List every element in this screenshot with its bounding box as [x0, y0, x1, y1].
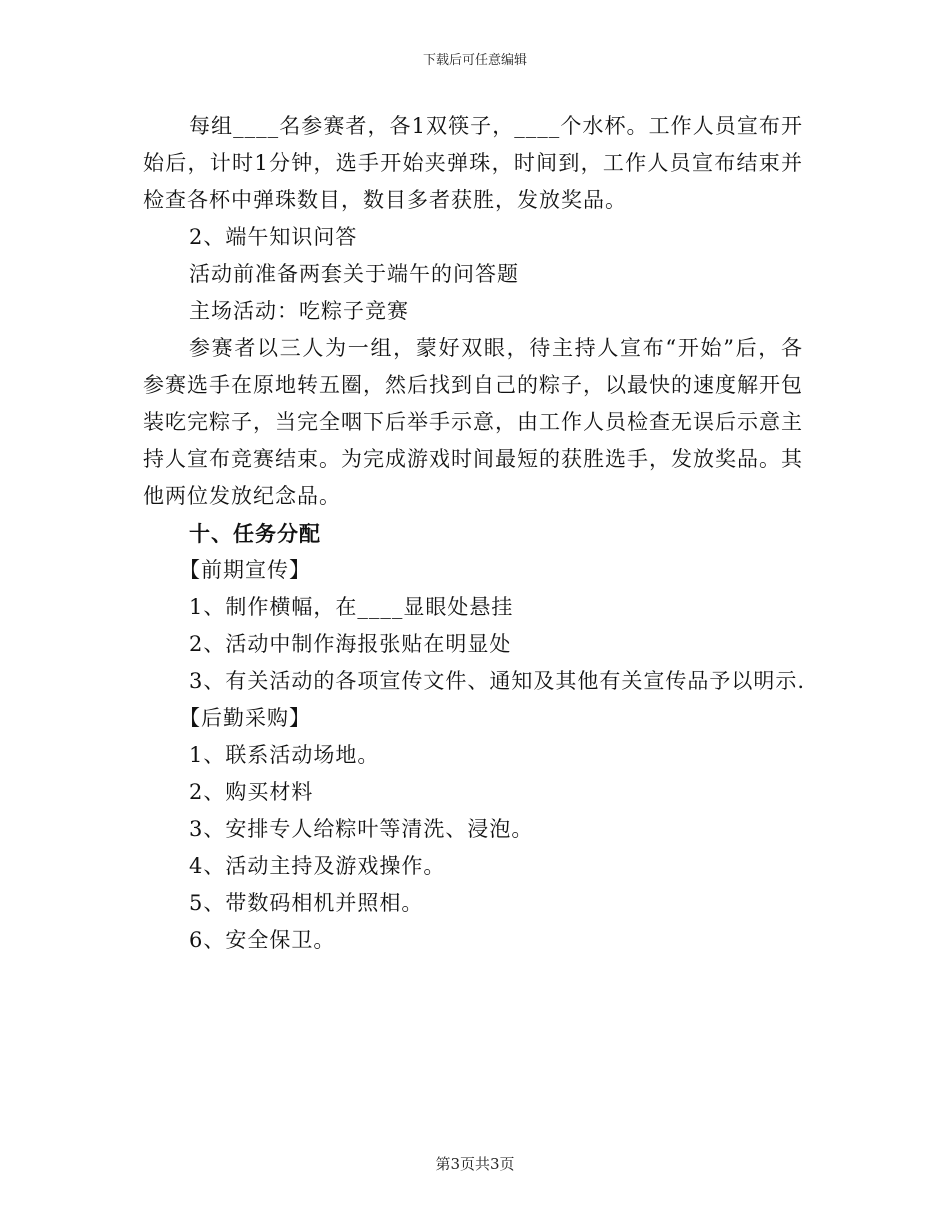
page-footer: 第3页共3页	[435, 1155, 515, 1173]
paragraph-zongzi-contest: 参赛者以三人为一组，蒙好双眼，待主持人宣布“开始”后，各参赛选手在原地转五圈，然后找到自己的粽子，以最快的速度解开包装吃完粽子，当完全咽下后举手示意，由工作人员检查无误后示意主持人宣布竞赛结束。为完成游戏时间最短的获胜选手，发放奖品。其他两位发放纪念品。	[143, 336, 803, 508]
list-item: 4、活动主持及游戏操作。	[189, 854, 446, 878]
list-item: 1、联系活动场地。	[189, 743, 380, 767]
subsection-label-logistics: 【后勤采购】	[179, 706, 311, 730]
section-heading: 十、任务分配	[189, 521, 321, 546]
list-item: 2、活动中制作海报张贴在明显处	[189, 632, 512, 656]
text-line: 主场活动：吃粽子竞赛	[189, 299, 409, 323]
text-line: 活动前准备两套关于端午的问答题	[189, 262, 519, 286]
list-item: 1、制作横幅，在____显眼处悬挂	[189, 595, 514, 619]
list-item: 6、安全保卫。	[189, 928, 336, 952]
list-item: 3、有关活动的各项宣传文件、通知及其他有关宣传品予以明示.	[189, 669, 806, 693]
page-header: 下载后可任意编辑	[422, 53, 527, 68]
document-body	[143, 108, 806, 959]
list-item: 2、端午知识问答	[189, 225, 358, 249]
list-item: 3、安排专人给粽叶等清洗、浸泡。	[189, 817, 534, 841]
paragraph-chopsticks-game: 每组____名参赛者，各1双筷子，____个水杯。工作人员宣布开始后，计时1分钟，选手开始夹弹珠，时间到，工作人员宣布结束并检查各杯中弹珠数目，数目多者获胜，发放奖品。	[143, 114, 803, 212]
list-item: 5、带数码相机并照相。	[189, 891, 424, 915]
subsection-label-publicity: 【前期宣传】	[179, 558, 311, 582]
list-item: 2、购买材料	[189, 780, 314, 804]
